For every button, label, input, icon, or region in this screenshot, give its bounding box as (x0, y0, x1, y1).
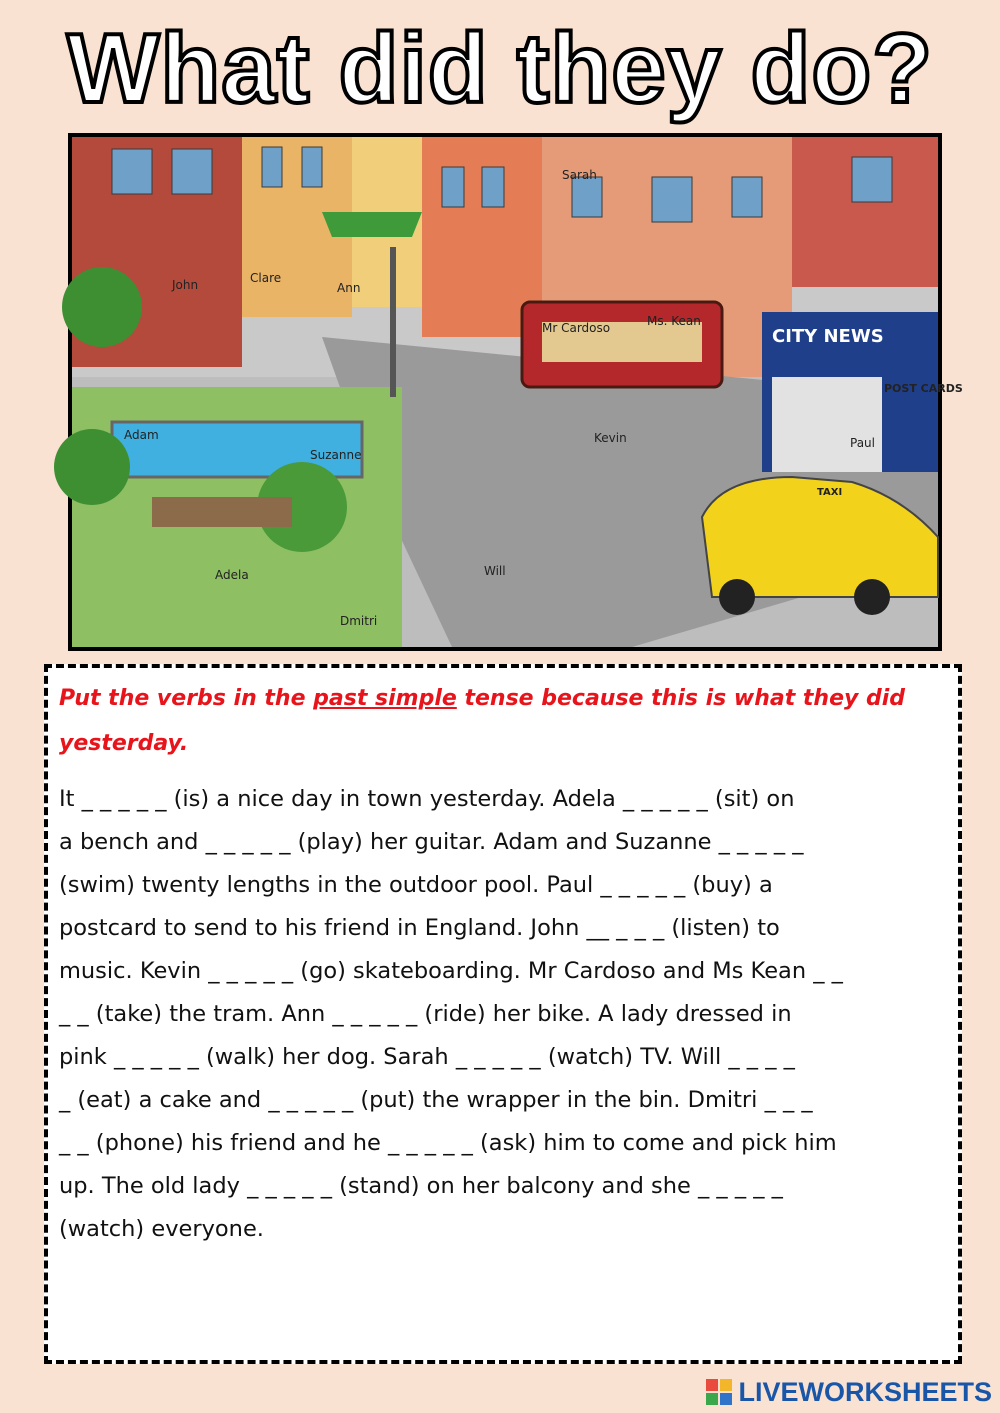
label-taxi: TAXI (817, 487, 843, 498)
exercise-line: _ (eat) a cake and _ _ _ _ _ (put) the wrapper in the bin. Dmitri _ _ _ (59, 1087, 813, 1113)
exercise-line: a bench and _ _ _ _ _ (play) her guitar. Adam and Suzanne _ _ _ _ _ (59, 829, 804, 855)
label-post-cards: POST CARDS (884, 382, 963, 395)
exercise-card (44, 664, 962, 1364)
exercise-line: (swim) twenty lengths in the outdoor pool. Paul _ _ _ _ _ (buy) a (59, 872, 773, 898)
label-suzanne: Suzanne (310, 448, 362, 462)
exercise-line: up. The old lady _ _ _ _ _ (stand) on her balcony and she _ _ _ _ _ (59, 1173, 783, 1199)
label-paul: Paul (850, 436, 875, 450)
label-kevin: Kevin (594, 431, 627, 445)
label-dmitri: Dmitri (340, 614, 378, 628)
exercise-line: music. Kevin _ _ _ _ _ (go) skateboarding. Mr Cardoso and Ms Kean _ _ (59, 958, 843, 984)
label-ann: Ann (337, 281, 361, 295)
label-adam: Adam (124, 428, 159, 442)
label-will: Will (484, 564, 506, 578)
label-clare: Clare (250, 271, 282, 285)
label-ms-kean: Ms. Kean (647, 314, 701, 328)
label-mr-cardoso: Mr Cardoso (542, 321, 611, 335)
label-sarah: Sarah (562, 168, 597, 182)
liveworksheets-logo-icon (706, 1379, 732, 1405)
exercise-line: pink _ _ _ _ _ (walk) her dog. Sarah _ _ _ _ _ (watch) TV. Will _ _ _ _ (59, 1044, 795, 1070)
exercise-line: (watch) everyone. (59, 1216, 264, 1242)
instruction-underlined: past simple (313, 686, 457, 711)
exercise-line: _ _ (take) the tram. Ann _ _ _ _ _ (ride) her bike. A lady dressed in (59, 1001, 792, 1027)
exercise-line: postcard to send to his friend in England. John __ _ _ _ (listen) to (59, 915, 780, 941)
label-adela: Adela (215, 568, 249, 582)
page-title: What did they do? (66, 13, 934, 123)
exercise-line: _ _ (phone) his friend and he _ _ _ _ _ (ask) him to come and pick him (59, 1130, 837, 1156)
liveworksheets-watermark: LIVEWORKSHEETS (706, 1377, 992, 1407)
instruction-text: Put the verbs in the past simple tense because this is what they did yesterday. (59, 686, 906, 756)
label-city-news: CITY NEWS (772, 326, 884, 347)
town-scene-illustration (68, 133, 963, 651)
label-john: John (172, 278, 199, 292)
exercise-line: It _ _ _ _ _ (is) a nice day in town yesterday. Adela _ _ _ _ _ (sit) on (59, 786, 795, 812)
exercise-paragraph (59, 778, 944, 1251)
